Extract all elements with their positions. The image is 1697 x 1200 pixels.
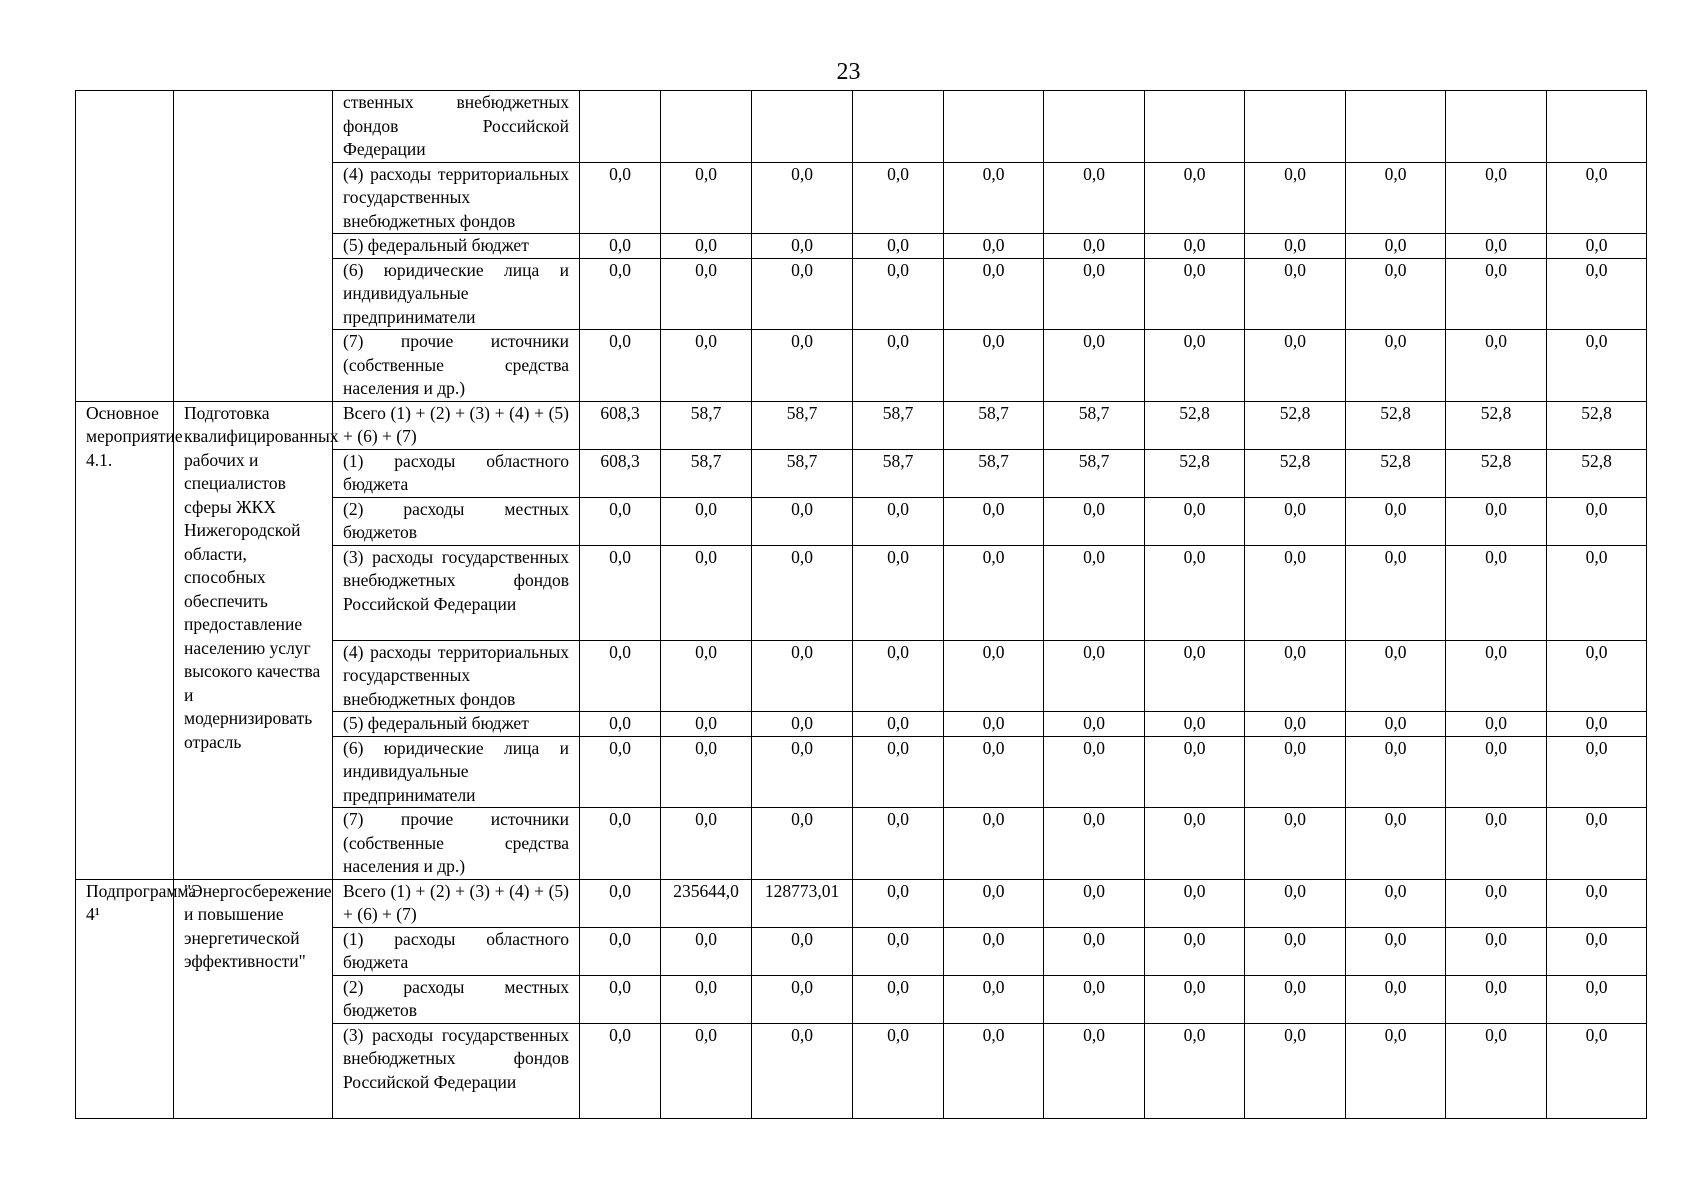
value-cell: 0,0 [1446, 258, 1547, 330]
value-cell: 0,0 [1145, 330, 1245, 402]
value-cell: 58,7 [752, 449, 853, 497]
budget-table [75, 90, 1647, 1119]
value-cell: 0,0 [944, 497, 1044, 545]
value-cell: 0,0 [1044, 1023, 1145, 1118]
value-cell: 0,0 [853, 162, 944, 234]
value-cell: 0,0 [1346, 162, 1446, 234]
value-cell: 0,0 [1446, 545, 1547, 640]
value-cell: 0,0 [1346, 712, 1446, 737]
value-cell: 0,0 [944, 162, 1044, 234]
funding-source-cell: (1) расходы областного бюджета [333, 449, 580, 497]
value-cell: 0,0 [1547, 640, 1647, 712]
value-cell: 52,8 [1446, 401, 1547, 449]
value-cell: 0,0 [1446, 736, 1547, 808]
value-cell: 0,0 [752, 712, 853, 737]
value-cell: 0,0 [1044, 808, 1145, 880]
value-cell: 58,7 [944, 401, 1044, 449]
value-cell: 0,0 [944, 736, 1044, 808]
value-cell: 58,7 [853, 401, 944, 449]
value-cell: 0,0 [1245, 640, 1346, 712]
program-level-cell: Основное мероприятие 4.1. [76, 401, 174, 879]
program-name-cell: Подготовка квалифицированных рабочих и специалистов сферы ЖКХ Нижегородской области, способных обеспечить предоставление населению услуг высокого качества и модернизировать отрасль [174, 401, 333, 879]
value-cell: 0,0 [1547, 975, 1647, 1023]
value-cell: 52,8 [1145, 401, 1245, 449]
funding-source-cell: Всего (1) + (2) + (3) + (4) + (5) + (6) + (7) [333, 401, 580, 449]
value-cell: 608,3 [580, 449, 661, 497]
value-cell: 0,0 [580, 736, 661, 808]
funding-source-cell: (4) расходы территориальных государственных внебюджетных фондов [333, 640, 580, 712]
value-cell: 58,7 [661, 449, 752, 497]
value-cell: 0,0 [580, 258, 661, 330]
value-cell: 0,0 [1547, 879, 1647, 927]
value-cell: 0,0 [944, 712, 1044, 737]
value-cell: 0,0 [1145, 162, 1245, 234]
value-cell: 0,0 [661, 258, 752, 330]
value-cell: 0,0 [661, 640, 752, 712]
value-cell: 0,0 [1346, 330, 1446, 402]
value-cell: 0,0 [1245, 975, 1346, 1023]
value-cell: 0,0 [1346, 258, 1446, 330]
value-cell: 0,0 [580, 330, 661, 402]
funding-source-cell: Всего (1) + (2) + (3) + (4) + (5) + (6) + (7) [333, 879, 580, 927]
value-cell: 0,0 [1547, 234, 1647, 259]
value-cell: 0,0 [580, 234, 661, 259]
value-cell: 0,0 [661, 162, 752, 234]
value-cell: 0,0 [661, 736, 752, 808]
value-cell: 0,0 [1446, 640, 1547, 712]
value-cell: 0,0 [1547, 330, 1647, 402]
value-cell [944, 91, 1044, 163]
value-cell: 52,8 [1145, 449, 1245, 497]
value-cell: 0,0 [1145, 736, 1245, 808]
funding-source-cell: (3) расходы государственных внебюджетных фондов Российской Федерации [333, 545, 580, 640]
value-cell [853, 91, 944, 163]
value-cell: 0,0 [853, 808, 944, 880]
value-cell: 0,0 [1044, 234, 1145, 259]
value-cell: 52,8 [1346, 401, 1446, 449]
funding-source-cell: (6) юридические лица и индивидуальные предприниматели [333, 258, 580, 330]
value-cell: 0,0 [853, 258, 944, 330]
value-cell: 0,0 [1245, 258, 1346, 330]
value-cell: 0,0 [580, 712, 661, 737]
value-cell [661, 91, 752, 163]
value-cell: 0,0 [1446, 234, 1547, 259]
value-cell: 0,0 [1346, 736, 1446, 808]
value-cell: 0,0 [1346, 497, 1446, 545]
value-cell: 58,7 [752, 401, 853, 449]
program-level-cell: Подпрограмма 4¹ [76, 879, 174, 1118]
value-cell: 0,0 [661, 808, 752, 880]
value-cell [1446, 91, 1547, 163]
value-cell: 52,8 [1346, 449, 1446, 497]
value-cell: 0,0 [1346, 545, 1446, 640]
value-cell: 0,0 [580, 545, 661, 640]
value-cell: 0,0 [1044, 497, 1145, 545]
value-cell: 0,0 [1145, 497, 1245, 545]
value-cell: 0,0 [1245, 808, 1346, 880]
value-cell [580, 91, 661, 163]
value-cell: 0,0 [1446, 879, 1547, 927]
value-cell: 0,0 [752, 975, 853, 1023]
value-cell: 0,0 [580, 927, 661, 975]
value-cell: 58,7 [1044, 449, 1145, 497]
value-cell: 0,0 [1446, 162, 1547, 234]
value-cell: 0,0 [853, 640, 944, 712]
value-cell: 0,0 [1346, 975, 1446, 1023]
value-cell: 0,0 [661, 927, 752, 975]
value-cell: 235644,0 [661, 879, 752, 927]
funding-source-cell: (1) расходы областного бюджета [333, 927, 580, 975]
page-number: 23 [836, 59, 861, 85]
value-cell: 0,0 [1346, 640, 1446, 712]
value-cell: 0,0 [1044, 258, 1145, 330]
value-cell: 0,0 [1547, 497, 1647, 545]
value-cell: 0,0 [944, 234, 1044, 259]
value-cell: 0,0 [1245, 162, 1346, 234]
value-cell: 0,0 [1245, 927, 1346, 975]
value-cell: 0,0 [853, 330, 944, 402]
value-cell: 0,0 [944, 545, 1044, 640]
value-cell: 0,0 [944, 330, 1044, 402]
value-cell: 0,0 [1044, 162, 1145, 234]
value-cell: 0,0 [580, 640, 661, 712]
value-cell: 0,0 [1547, 258, 1647, 330]
funding-source-cell: (2) расходы местных бюджетов [333, 975, 580, 1023]
value-cell: 52,8 [1245, 449, 1346, 497]
value-cell: 0,0 [752, 640, 853, 712]
value-cell [1245, 91, 1346, 163]
value-cell: 0,0 [1346, 879, 1446, 927]
value-cell: 0,0 [1145, 1023, 1245, 1118]
value-cell: 0,0 [752, 1023, 853, 1118]
value-cell: 0,0 [1145, 712, 1245, 737]
value-cell: 0,0 [1044, 736, 1145, 808]
value-cell: 0,0 [580, 1023, 661, 1118]
value-cell: 0,0 [1145, 879, 1245, 927]
value-cell [1547, 91, 1647, 163]
funding-source-cell: (4) расходы территориальных государственных внебюджетных фондов [333, 162, 580, 234]
value-cell: 58,7 [944, 449, 1044, 497]
table-row [76, 401, 1647, 449]
value-cell: 0,0 [752, 736, 853, 808]
funding-source-cell: (6) юридические лица и индивидуальные предприниматели [333, 736, 580, 808]
value-cell: 0,0 [580, 879, 661, 927]
value-cell: 58,7 [661, 401, 752, 449]
value-cell: 0,0 [1346, 1023, 1446, 1118]
value-cell: 0,0 [944, 258, 1044, 330]
value-cell: 0,0 [1547, 162, 1647, 234]
value-cell: 52,8 [1245, 401, 1346, 449]
value-cell: 0,0 [661, 545, 752, 640]
value-cell: 0,0 [752, 330, 853, 402]
value-cell: 0,0 [580, 808, 661, 880]
value-cell: 0,0 [661, 497, 752, 545]
value-cell: 0,0 [853, 545, 944, 640]
value-cell: 0,0 [1245, 712, 1346, 737]
value-cell: 0,0 [580, 162, 661, 234]
value-cell: 0,0 [1145, 927, 1245, 975]
table-row [76, 91, 1647, 163]
value-cell [752, 91, 853, 163]
value-cell: 52,8 [1547, 449, 1647, 497]
value-cell: 0,0 [1446, 1023, 1547, 1118]
value-cell: 0,0 [1346, 234, 1446, 259]
value-cell: 0,0 [1245, 1023, 1346, 1118]
value-cell: 0,0 [752, 258, 853, 330]
value-cell: 52,8 [1446, 449, 1547, 497]
value-cell: 0,0 [1446, 712, 1547, 737]
value-cell: 0,0 [853, 736, 944, 808]
value-cell: 0,0 [1145, 258, 1245, 330]
value-cell [1145, 91, 1245, 163]
value-cell: 0,0 [1044, 640, 1145, 712]
value-cell: 0,0 [1446, 808, 1547, 880]
value-cell: 0,0 [1245, 497, 1346, 545]
value-cell: 0,0 [580, 975, 661, 1023]
value-cell: 0,0 [944, 1023, 1044, 1118]
value-cell: 0,0 [944, 927, 1044, 975]
funding-source-cell: (5) федеральный бюджет [333, 234, 580, 259]
value-cell: 0,0 [752, 545, 853, 640]
value-cell: 0,0 [1044, 975, 1145, 1023]
value-cell: 0,0 [1044, 545, 1145, 640]
value-cell: 58,7 [853, 449, 944, 497]
program-name-cell [174, 91, 333, 402]
value-cell: 0,0 [752, 234, 853, 259]
value-cell: 0,0 [944, 808, 1044, 880]
funding-source-cell: (2) расходы местных бюджетов [333, 497, 580, 545]
value-cell: 0,0 [1446, 497, 1547, 545]
value-cell: 0,0 [853, 497, 944, 545]
table-body [76, 91, 1647, 1119]
value-cell: 0,0 [580, 497, 661, 545]
value-cell: 0,0 [853, 712, 944, 737]
value-cell: 0,0 [1547, 927, 1647, 975]
value-cell: 0,0 [1044, 879, 1145, 927]
value-cell: 0,0 [1446, 975, 1547, 1023]
value-cell: 0,0 [853, 975, 944, 1023]
value-cell: 52,8 [1547, 401, 1647, 449]
value-cell: 0,0 [1145, 975, 1245, 1023]
value-cell: 0,0 [1547, 545, 1647, 640]
value-cell: 608,3 [580, 401, 661, 449]
value-cell [1044, 91, 1145, 163]
value-cell: 0,0 [853, 234, 944, 259]
value-cell: 0,0 [1145, 808, 1245, 880]
value-cell: 0,0 [853, 927, 944, 975]
value-cell: 0,0 [1547, 1023, 1647, 1118]
value-cell: 0,0 [1245, 545, 1346, 640]
value-cell: 0,0 [1245, 330, 1346, 402]
value-cell: 0,0 [1145, 234, 1245, 259]
value-cell: 0,0 [661, 712, 752, 737]
value-cell: 0,0 [1245, 736, 1346, 808]
value-cell: 0,0 [1346, 808, 1446, 880]
value-cell: 0,0 [1346, 927, 1446, 975]
value-cell: 0,0 [1145, 640, 1245, 712]
funding-source-cell: ственных внебюджетных фондов Российской Федерации [333, 91, 580, 163]
value-cell: 0,0 [752, 808, 853, 880]
value-cell: 0,0 [1547, 736, 1647, 808]
value-cell: 0,0 [752, 497, 853, 545]
value-cell: 0,0 [944, 975, 1044, 1023]
program-level-cell [76, 91, 174, 402]
value-cell: 0,0 [1245, 879, 1346, 927]
value-cell: 0,0 [853, 879, 944, 927]
value-cell: 0,0 [661, 330, 752, 402]
value-cell: 0,0 [661, 1023, 752, 1118]
value-cell: 0,0 [1547, 808, 1647, 880]
value-cell: 0,0 [1044, 712, 1145, 737]
value-cell: 0,0 [752, 162, 853, 234]
value-cell: 0,0 [944, 879, 1044, 927]
table-row [76, 879, 1647, 927]
value-cell: 0,0 [853, 1023, 944, 1118]
value-cell: 0,0 [1044, 330, 1145, 402]
program-name-cell: "Энергосбережение и повышение энергетической эффективности" [174, 879, 333, 1118]
value-cell: 0,0 [1145, 545, 1245, 640]
funding-source-cell: (7) прочие источники (собственные средства населения и др.) [333, 808, 580, 880]
funding-source-cell: (5) федеральный бюджет [333, 712, 580, 737]
value-cell: 0,0 [1245, 234, 1346, 259]
value-cell: 128773,01 [752, 879, 853, 927]
value-cell [1346, 91, 1446, 163]
value-cell: 0,0 [661, 234, 752, 259]
value-cell: 0,0 [752, 927, 853, 975]
value-cell: 0,0 [1446, 330, 1547, 402]
value-cell: 0,0 [1044, 927, 1145, 975]
funding-source-cell: (7) прочие источники (собственные средства населения и др.) [333, 330, 580, 402]
value-cell: 0,0 [661, 975, 752, 1023]
funding-source-cell: (3) расходы государственных внебюджетных фондов Российской Федерации [333, 1023, 580, 1118]
value-cell: 0,0 [944, 640, 1044, 712]
value-cell: 0,0 [1446, 927, 1547, 975]
value-cell: 0,0 [1547, 712, 1647, 737]
value-cell: 58,7 [1044, 401, 1145, 449]
